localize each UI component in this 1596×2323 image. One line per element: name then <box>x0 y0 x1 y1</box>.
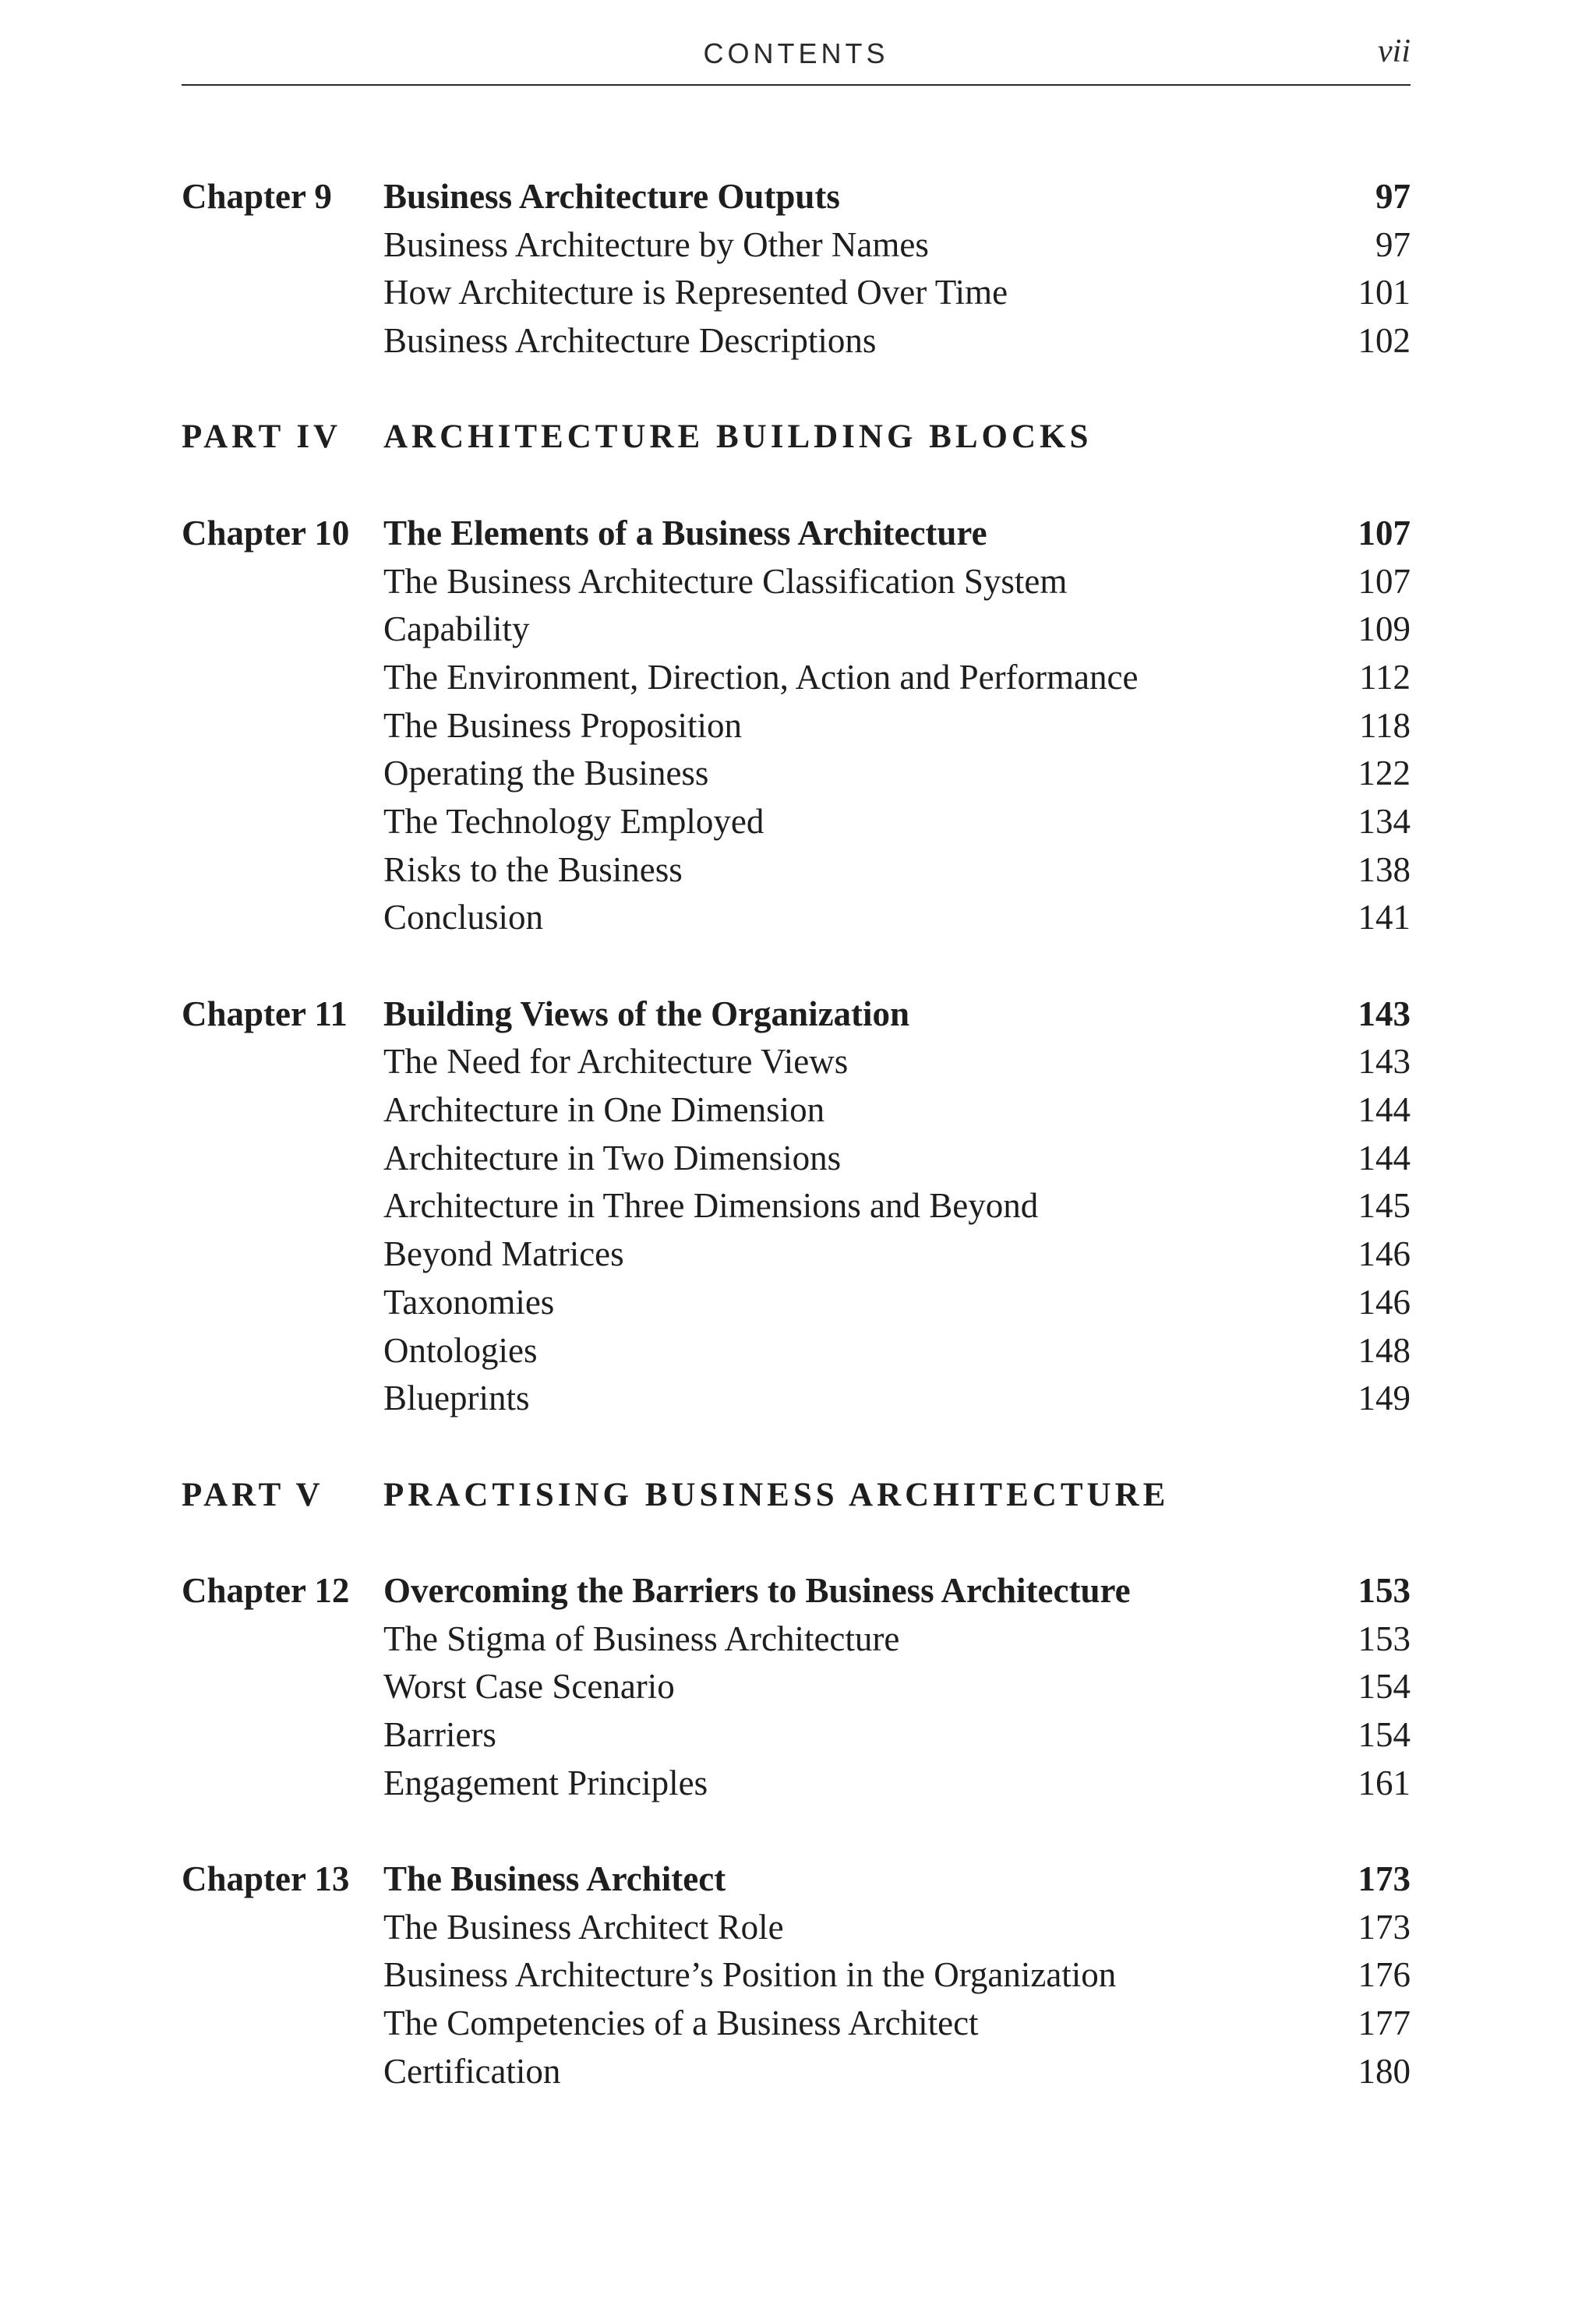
part-heading <box>182 1471 1411 1520</box>
section-page-number: 173 <box>1358 1907 1411 1947</box>
section-title: The Need for Architecture Views <box>383 1042 849 1082</box>
section-title: Conclusion <box>383 898 544 937</box>
toc-spacer <box>182 365 1411 414</box>
chapter-page-number: 173 <box>1358 1859 1411 1899</box>
section-title: Business Architecture Descriptions <box>383 321 877 361</box>
section-title: Risks to the Business <box>383 849 683 889</box>
section-title: Architecture in Three Dimensions and Beyond <box>383 1186 1039 1226</box>
section-entry <box>182 798 1411 846</box>
chapter-heading <box>182 1855 1411 1904</box>
chapter-heading <box>182 510 1411 558</box>
toc-spacer <box>182 1423 1411 1471</box>
chapter-page-number: 97 <box>1375 177 1411 216</box>
chapter-label: Chapter 9 <box>182 177 332 216</box>
section-entry <box>182 1904 1411 1952</box>
running-head-title: CONTENTS <box>703 37 889 69</box>
section-title: Business Architecture’s Position in the Organization <box>383 1955 1117 1995</box>
section-page-number: 144 <box>1358 1138 1411 1177</box>
section-page-number: 149 <box>1358 1379 1411 1418</box>
section-title: Blueprints <box>383 1379 530 1418</box>
section-page-number: 122 <box>1358 754 1411 793</box>
chapter-title: The Elements of a Business Architecture <box>383 513 987 553</box>
section-title: Taxonomies <box>383 1282 555 1322</box>
section-entry <box>182 1230 1411 1279</box>
section-entry <box>182 1279 1411 1327</box>
section-entry <box>182 1135 1411 1183</box>
chapter-title: The Business Architect <box>383 1859 726 1899</box>
section-page-number: 109 <box>1358 609 1411 649</box>
chapter-label: Chapter 12 <box>182 1570 350 1610</box>
section-entry <box>182 894 1411 942</box>
section-title: Beyond Matrices <box>383 1234 624 1274</box>
chapter-heading <box>182 173 1411 221</box>
chapter-title: Overcoming the Barriers to Business Architecture <box>383 1570 1131 1610</box>
section-entry <box>182 558 1411 606</box>
section-page-number: 144 <box>1358 1090 1411 1130</box>
chapter-label: Chapter 10 <box>182 513 350 553</box>
section-page-number: 154 <box>1358 1667 1411 1707</box>
section-entry <box>182 1375 1411 1423</box>
section-page-number: 148 <box>1358 1330 1411 1370</box>
section-page-number: 145 <box>1358 1186 1411 1226</box>
section-entry <box>182 221 1411 270</box>
chapter-label: Chapter 13 <box>182 1859 350 1899</box>
section-page-number: 180 <box>1358 2051 1411 2091</box>
section-page-number: 176 <box>1358 1955 1411 1995</box>
section-page-number: 112 <box>1359 657 1411 697</box>
section-title: Certification <box>383 2051 561 2091</box>
section-page-number: 97 <box>1375 224 1411 264</box>
section-title: Architecture in Two Dimensions <box>383 1138 842 1177</box>
section-title: The Stigma of Business Architecture <box>383 1619 900 1658</box>
section-page-number: 138 <box>1358 849 1411 889</box>
toc-spacer <box>182 1519 1411 1567</box>
section-page-number: 154 <box>1358 1715 1411 1754</box>
chapter-heading <box>182 1567 1411 1615</box>
section-title: The Business Architecture Classification System <box>383 561 1068 601</box>
section-page-number: 118 <box>1359 705 1411 745</box>
section-title: The Business Proposition <box>383 705 743 745</box>
section-page-number: 141 <box>1358 898 1411 937</box>
section-page-number: 146 <box>1358 1282 1411 1322</box>
running-head <box>182 30 1411 86</box>
chapter-page-number: 107 <box>1358 513 1411 553</box>
section-title: Worst Case Scenario <box>383 1667 675 1707</box>
part-label: PART V <box>182 1476 324 1513</box>
chapter-page-number: 143 <box>1358 994 1411 1033</box>
section-entry <box>182 1711 1411 1760</box>
part-title: PRACTISING BUSINESS ARCHITECTURE <box>383 1476 1170 1513</box>
section-page-number: 146 <box>1358 1234 1411 1274</box>
section-page-number: 143 <box>1358 1042 1411 1082</box>
section-entry <box>182 750 1411 798</box>
section-entry <box>182 2000 1411 2048</box>
chapter-heading <box>182 990 1411 1039</box>
section-title: The Business Architect Role <box>383 1907 784 1947</box>
section-entry <box>182 1951 1411 2000</box>
section-page-number: 134 <box>1358 801 1411 841</box>
section-title: The Technology Employed <box>383 801 764 841</box>
section-entry <box>182 1615 1411 1664</box>
section-page-number: 177 <box>1358 2003 1411 2043</box>
section-entry <box>182 317 1411 365</box>
chapter-label: Chapter 11 <box>182 994 348 1033</box>
section-page-number: 102 <box>1358 321 1411 361</box>
section-entry <box>182 269 1411 317</box>
section-entry <box>182 1182 1411 1230</box>
toc-spacer <box>182 942 1411 990</box>
part-title: ARCHITECTURE BUILDING BLOCKS <box>383 418 1093 456</box>
toc-spacer <box>182 461 1411 510</box>
section-entry <box>182 1663 1411 1711</box>
part-label: PART IV <box>182 418 342 456</box>
section-entry <box>182 702 1411 750</box>
page-number: vii <box>1378 34 1411 69</box>
section-title: Barriers <box>383 1715 496 1754</box>
table-of-contents <box>182 173 1411 2096</box>
section-page-number: 161 <box>1358 1763 1411 1802</box>
chapter-title: Building Views of the Organization <box>383 994 910 1033</box>
section-entry <box>182 1327 1411 1375</box>
section-entry <box>182 1760 1411 1808</box>
chapter-title: Business Architecture Outputs <box>383 177 840 216</box>
section-page-number: 153 <box>1358 1619 1411 1658</box>
section-title: Architecture in One Dimension <box>383 1090 825 1130</box>
section-entry <box>182 1038 1411 1086</box>
section-entry <box>182 654 1411 702</box>
section-entry <box>182 846 1411 895</box>
section-title: How Architecture is Represented Over Time <box>383 273 1008 312</box>
section-title: The Environment, Direction, Action and Performance <box>383 657 1139 697</box>
section-page-number: 101 <box>1358 273 1411 312</box>
part-heading <box>182 413 1411 461</box>
section-title: Ontologies <box>383 1330 538 1370</box>
toc-spacer <box>182 1807 1411 1855</box>
section-title: Engagement Principles <box>383 1763 708 1802</box>
section-title: Operating the Business <box>383 754 709 793</box>
section-title: Capability <box>383 609 530 649</box>
section-entry <box>182 2048 1411 2096</box>
section-page-number: 107 <box>1358 561 1411 601</box>
section-title: The Competencies of a Business Architect <box>383 2003 979 2043</box>
section-title: Business Architecture by Other Names <box>383 224 929 264</box>
section-entry <box>182 1086 1411 1135</box>
chapter-page-number: 153 <box>1358 1570 1411 1610</box>
section-entry <box>182 605 1411 654</box>
